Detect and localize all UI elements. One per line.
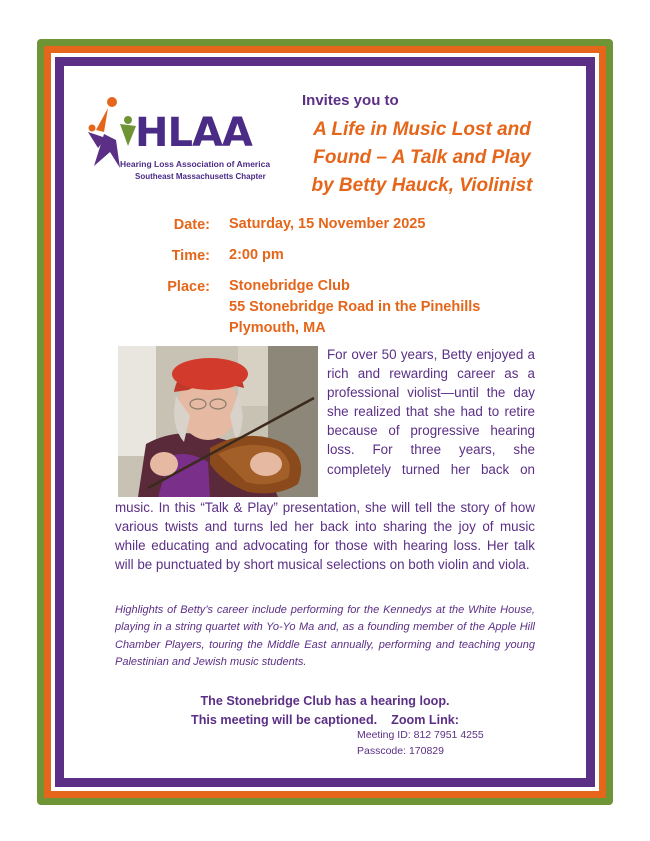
captioned-notice: This meeting will be captioned. Zoom Link: [191, 713, 459, 727]
title-line: by Betty Hauck, Violinist [311, 175, 533, 196]
place-label: Place: [167, 279, 210, 295]
career-highlights: Highlights of Betty’s career include performing for the Kennedys at the White House, playing in a string quartet with Yo-Yo Ma and, as a founding member of the Apple Hill Chamber Players, touring the Middle East annually, performing and teaching young Palestinian and Jewish music students. [115, 604, 535, 669]
bio-paragraph-2: music. In this “Talk & Play” presentation, she will tell the story of how various twists and turns led her back into sharing the joy of music while educating and advocating for those with hearing loss. Her talk will be punctuated by short musical selections on both violin and viola. [115, 500, 535, 573]
date-label: Date: [173, 217, 210, 233]
title-line: Found – A Talk and Play [313, 147, 531, 168]
place-line: 55 Stonebridge Road in the Pinehills [229, 299, 481, 315]
logo-chapter: Southeast Massachusetts Chapter [135, 172, 266, 181]
logo-wordmark: HLAA [135, 110, 252, 156]
zoom-meeting-id: Meeting ID: 812 7951 4255 [357, 729, 484, 741]
bio-paragraph-1: For over 50 years, Betty enjoyed a rich and rewarding career as a professional violist—until the day she realized that she had to retire because of progressive hearing loss. For three years, she completely turned her back on [327, 347, 535, 477]
violinist-photo [118, 346, 318, 497]
place-line: Plymouth, MA [229, 320, 326, 336]
zoom-passcode: Passcode: 170829 [357, 745, 444, 757]
logo-subtitle: Hearing Loss Association of America [120, 159, 271, 169]
place-address [229, 276, 480, 339]
time-value: 2:00 pm [229, 247, 284, 263]
hearing-loop-notice: The Stonebridge Club has a hearing loop. [200, 694, 450, 708]
date-value: Saturday, 15 November 2025 [229, 216, 426, 232]
place-line: Stonebridge Club [229, 278, 350, 294]
title-line: A Life in Music Lost and [313, 119, 531, 140]
time-label: Time: [171, 248, 210, 264]
event-title [292, 116, 552, 200]
invites-text: Invites you to [302, 92, 399, 109]
